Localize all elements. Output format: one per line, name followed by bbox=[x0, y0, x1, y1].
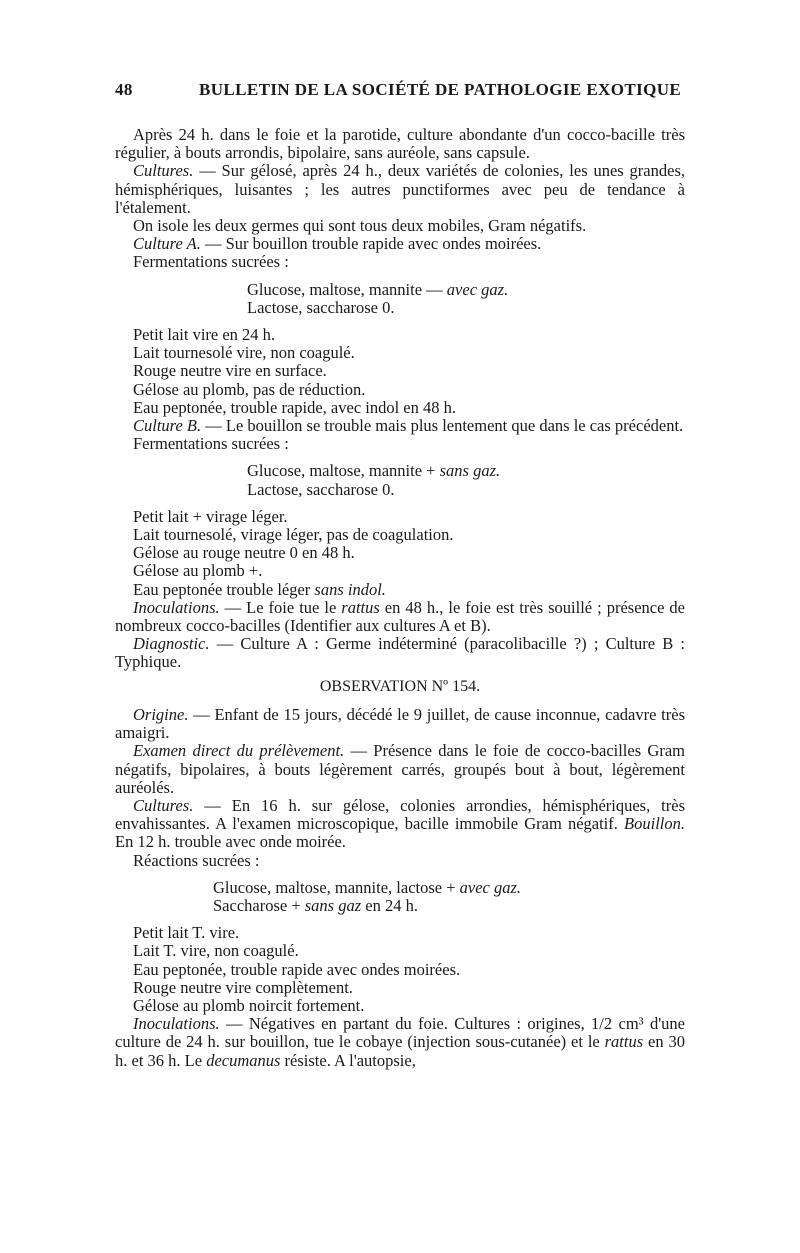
section-label: Culture A. bbox=[133, 234, 201, 254]
paragraph: Après 24 h. dans le foie et la parotide, culture abondante d'un cocco-bacille très régulier, à bouts arrondis, bipolaire, sans auréole, sans capsule. bbox=[115, 125, 685, 163]
section-label: Culture B. bbox=[133, 416, 202, 436]
section-label: Inoculations. bbox=[133, 1014, 220, 1034]
section-label: Cultures. bbox=[133, 795, 194, 815]
list-line: Gélose au rouge neutre 0 en 48 h. bbox=[133, 543, 355, 563]
paragraph: Examen direct du prélèvement. — Présence dans le foie de cocco-bacilles Gram négatifs, bipolaires, à bouts légèrement carrés, groupés bout à bout, légèrement auréolés. bbox=[115, 741, 686, 797]
indented-line: Glucose, maltose, mannite + sans gaz. bbox=[247, 461, 501, 481]
indented-line: Saccharose + sans gaz en 24 h. bbox=[213, 895, 418, 915]
running-title: BULLETIN DE LA SOCIÉTÉ DE PATHOLOGIE EXOTIQUE bbox=[199, 80, 682, 99]
list-line: Lait tournesolé vire, non coagulé. bbox=[133, 343, 355, 363]
list-line: Eau peptonée trouble léger sans indol. bbox=[133, 579, 386, 599]
indented-line: Lactose, saccharose 0. bbox=[247, 297, 395, 317]
paragraph: Fermentations sucrées : bbox=[133, 434, 289, 454]
paragraph: Fermentations sucrées : bbox=[133, 252, 289, 272]
section-label: Origine. bbox=[133, 704, 189, 724]
list-line: Rouge neutre vire en surface. bbox=[133, 361, 327, 381]
indented-line: Glucose, maltose, mannite — avec gaz. bbox=[247, 279, 509, 299]
paragraph: Inoculations. — Le foie tue le rattus en 48 h., le foie est très souillé ; présence de nombreux cocco-bacilles (Identifier aux cultures A et B). bbox=[115, 597, 685, 636]
list-line: Rouge neutre vire complètement. bbox=[133, 977, 353, 997]
paragraph: Culture B. — Le bouillon se trouble mais plus lentement que dans le cas précédent. bbox=[133, 416, 684, 436]
indented-line: Glucose, maltose, mannite, lactose + avec gaz. bbox=[213, 877, 522, 897]
running-header bbox=[115, 80, 682, 104]
paragraph: On isole les deux germes qui sont tous deux mobiles, Gram négatifs. bbox=[133, 216, 587, 236]
section-label: Diagnostic. bbox=[133, 634, 210, 654]
list-line: Eau peptonée, trouble rapide, avec indol en 48 h. bbox=[133, 397, 457, 417]
section-label: Cultures. bbox=[133, 161, 194, 181]
list-line: Petit lait T. vire. bbox=[133, 923, 240, 943]
paragraph: Diagnostic. — Culture A : Germe indéterminé (paracolibacille ?) ; Culture B : Typhique. bbox=[115, 634, 685, 672]
list-line: Lait tournesolé, virage léger, pas de coagulation. bbox=[133, 525, 454, 545]
list-line: Eau peptonée, trouble rapide avec ondes moirées. bbox=[133, 959, 461, 979]
section-label: Examen direct du prélèvement. bbox=[133, 741, 345, 761]
list-line: Lait T. vire, non coagulé. bbox=[133, 941, 299, 961]
list-line: Gélose au plomb, pas de réduction. bbox=[133, 379, 366, 399]
indented-line: Lactose, saccharose 0. bbox=[247, 479, 395, 499]
article-body bbox=[115, 126, 685, 1070]
observation-heading: OBSERVATION Nº 154. bbox=[319, 677, 481, 695]
section-label: Inoculations. bbox=[133, 597, 220, 617]
list-line: Gélose au plomb noircit fortement. bbox=[133, 995, 365, 1015]
list-line: Gélose au plomb +. bbox=[133, 561, 263, 581]
paragraph: Cultures. — En 16 h. sur gélose, colonies arrondies, hémisphériques, très envahissantes. A l'examen microscopique, bacille immobile Gram négatif. Bouillon. En 12 h. trouble avec onde moirée. bbox=[115, 795, 685, 852]
paragraph: Cultures. — Sur gélosé, après 24 h., deux variétés de colonies, les unes grandes, hémisphériques, luisantes ; les autres punctiformes avec peu de tendance à l'étalement. bbox=[115, 161, 685, 217]
list-line: Petit lait vire en 24 h. bbox=[133, 325, 276, 345]
paragraph: Réactions sucrées : bbox=[133, 850, 260, 870]
list-line: Petit lait + virage léger. bbox=[133, 506, 288, 526]
page-number: 48 bbox=[115, 80, 133, 99]
paragraph: Inoculations. — Négatives en partant du foie. Cultures : origines, 1/2 cm³ d'une culture de 24 h. sur bouillon, tue le cobaye (injection sous-cutanée) et le rattus en 30 h. et 36 h. Le decumanus résiste. A l'autopsie, bbox=[115, 1014, 686, 1070]
paragraph: Culture A. — Sur bouillon trouble rapide avec ondes moirées. bbox=[133, 234, 542, 254]
paragraph: Origine. — Enfant de 15 jours, décédé le 9 juillet, de cause inconnue, cadavre très amaigri. bbox=[115, 704, 685, 743]
